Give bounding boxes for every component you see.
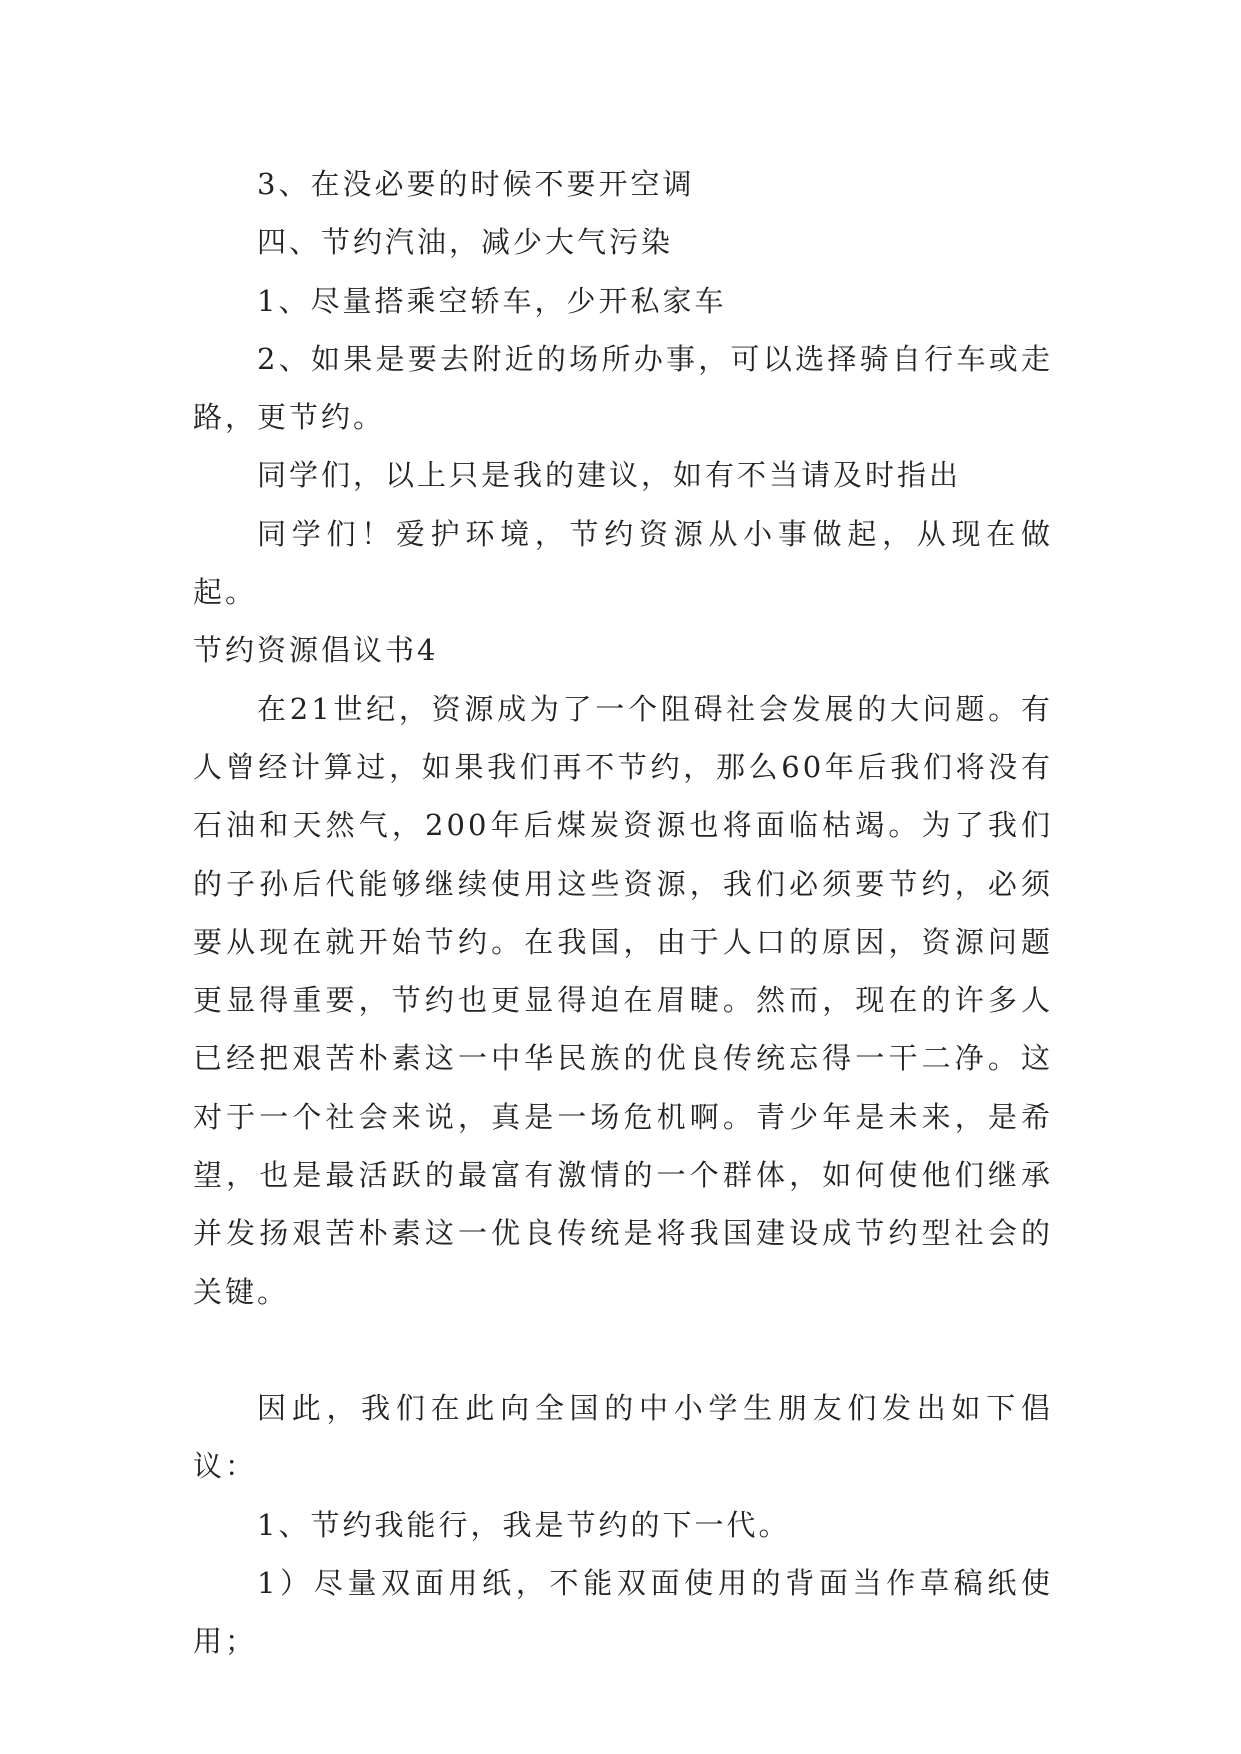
paragraph-take-taxi: 1、尽量搭乘空轿车，少开私家车: [257, 283, 727, 318]
paragraph-item-1-1: 1）尽量双面用纸，不能双面使用的背面当作草稿纸使用；: [193, 1565, 1053, 1659]
paragraph-proposal-intro: 因此，我们在此向全国的中小学生朋友们发出如下倡议：: [193, 1390, 1053, 1484]
blank-line: [193, 1321, 1053, 1379]
document-body: [193, 155, 1053, 1670]
paragraph-call-to-action: 同学们！爱护环境，节约资源从小事做起，从现在做起。: [193, 516, 1053, 610]
paragraph-ride-bicycle: 2、如果是要去附近的场所办事，可以选择骑自行车或走路，更节约。: [193, 341, 1053, 435]
paragraph-21st-century: 在21世纪，资源成为了一个阻碍社会发展的大问题。有人曾经计算过，如果我们再不节约，那么60年后我们将没有石油和天然气，200年后煤炭资源也将面临枯竭。为了我们的子孙后代能够继续使用这些资源，我们必须要节约，必须要从现在就开始节约。在我国，由于人口的原因，资源问题更显得重要，节约也更显得迫在眉睫。然而，现在的许多人已经把艰苦朴素这一中华民族的优良传统忘得一干二净。这对于一个社会来说，真是一场危机啊。青少年是未来，是希望，也是最活跃的最富有激情的一个群体，如何使他们继承并发扬艰苦朴素这一优良传统是将我国建设成节约型社会的关键。: [193, 691, 1053, 1309]
paragraph-item-1: 1、节约我能行，我是节约的下一代。: [257, 1507, 791, 1542]
section-title-proposal-4: 节约资源倡议书4: [193, 633, 439, 668]
heading-save-gasoline: 四、节约汽油，减少大气污染: [257, 225, 674, 260]
paragraph-suggestions: 同学们，以上只是我的建议，如有不当请及时指出: [257, 458, 962, 493]
paragraph-no-aircon: 3、在没必要的时候不要开空调: [257, 167, 695, 201]
